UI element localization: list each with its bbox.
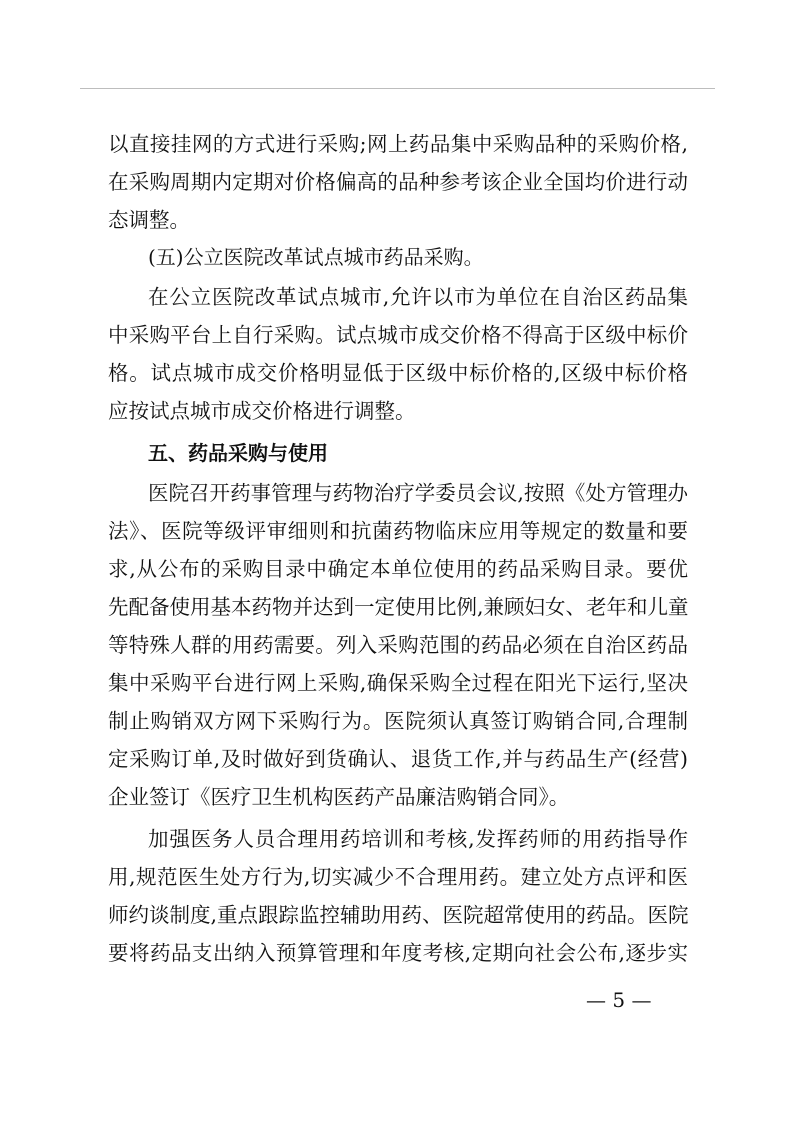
text-line: 要将药品支出纳入预算管理和年度考核,定期向社会公布,逐步实 [108,941,688,965]
page-number: — 5 — [586,988,652,1012]
text-line: 态调整。 [108,208,190,232]
text-line: 定采购订单,及时做好到货确认、退货工作,并与药品生产(经营) [108,747,688,771]
text-line: 企业签订《医疗卫生机构医药产品廉洁购销合同》。 [108,785,570,809]
paragraph-procurement-price [108,125,688,239]
text-line: 格。试点城市成交价格明显低于区级中标价格的,区级中标价格 [108,361,688,385]
text-line: 在采购周期内定期对价格偏高的品种参考该企业全国均价进行动 [108,170,688,194]
section-heading: 五、药品采购与使用 [148,441,328,465]
text-line: 加强医务人员合理用药培训和考核,发挥药师的用药指导作 [148,827,688,851]
text-line: 在公立医院改革试点城市,允许以市为单位在自治区药品集 [148,285,688,309]
subheading-pilot-city: (五)公立医院改革试点城市药品采购。 [148,245,484,269]
paragraph-rational-use [108,820,688,972]
header-rule [80,88,715,89]
text-line: 用,规范医生处方行为,切实减少不合理用药。建立处方点评和医 [108,865,688,889]
text-line: 先配备使用基本药物并达到一定使用比例,兼顾妇女、老年和儿童 [108,595,689,619]
paragraph-drug-use [108,474,688,816]
text-line: 法》、医院等级评审细则和抗菌药物临床应用等规定的数量和要 [108,519,688,543]
text-line: 制止购销双方网下采购行为。医院须认真签订购销合同,合理制 [108,709,688,733]
text-line: 集中采购平台进行网上采购,确保采购全过程在阳光下运行,坚决 [108,671,688,695]
text-line: 应按试点城市成交价格进行调整。 [108,399,416,423]
text-line: 医院召开药事管理与药物治疗学委员会议,按照《处方管理办 [148,481,688,505]
paragraph-pilot-city [108,278,688,430]
text-line: 中采购平台上自行采购。试点城市成交价格不得高于区级中标价 [108,323,688,347]
text-line: 求,从公布的采购目录中确定本单位使用的药品采购目录。要优 [108,557,688,581]
text-line: 等特殊人群的用药需要。列入采购范围的药品必须在自治区药品 [108,633,688,657]
text-line: 以直接挂网的方式进行采购;网上药品集中采购品种的采购价格, [108,132,688,156]
text-line: 师约谈制度,重点跟踪监控辅助用药、医院超常使用的药品。医院 [108,903,689,927]
